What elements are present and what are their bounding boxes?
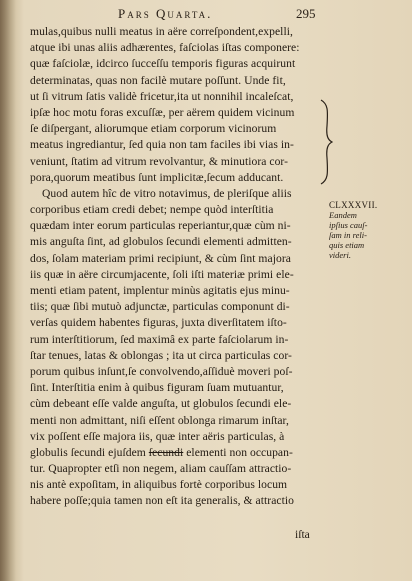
text-line: ſe diſpergant, aliorumque etiam corporum vicinorum <box>30 122 277 136</box>
paragraph-start-line: Quod autem hîc de vitro notavimus, de pleriſque aliis <box>42 186 292 200</box>
text-line: atque ibi unas aliis adhærentes, faſciolas iſtas componere: <box>30 41 300 55</box>
text-line: iis quæ in aëre circumjacente, ſoli iſti materiæ primi ele- <box>30 267 294 281</box>
text-line: tiis; quæ ſibi mutuò adjunctæ, particulas componunt di- <box>30 300 290 314</box>
marginal-note-line: quis etiam <box>329 240 365 250</box>
text-line: ipſæ hoc motu foras excuſſæ, per aërem quidem vicinum <box>30 105 295 119</box>
text-line: pora,quorum meatibus ſunt implicitæ,ſecum adducant. <box>30 170 284 184</box>
text-line: determinatas, quas non facilè mutare poſſunt. Unde fit, <box>30 73 286 87</box>
text-line: ſtar tenues, latas & oblongas ; ita ut circa particulas cor- <box>30 348 292 362</box>
text-line: vix poſſent eſſe majora iis, quæ inter aëris particulas, à <box>30 429 285 443</box>
text-line: quæ faſciolæ, idcirco ſucceſſu temporis figuras acquirunt <box>30 57 296 71</box>
text-line: menti etiam patent, implentur minùs agitatis ejus minu- <box>30 284 290 297</box>
catchword: iſta <box>295 528 310 541</box>
text-line: veniunt, ſtatim ad vitrum revolvantur, & minutiora cor- <box>30 154 289 168</box>
text-line: corporibus etiam credi debet; nempe quòd interſtitia <box>30 203 274 217</box>
text-line: mulas,quibus nulli meatus in aëre correſpondent,expelli, <box>30 25 293 38</box>
text-line: mis anguſta ſint, ad globulos ſecundi elementi admitten- <box>30 235 292 249</box>
text-line: nis antè expoſitam, in aliquibus fortè corporibus locum <box>30 478 288 492</box>
marginal-note-line: ſam in reli- <box>329 230 367 240</box>
text-line: rum interſtitiorum, ſed maximâ ex parte faſciolarum in- <box>30 332 289 346</box>
text-line: habere poſſe;quia tamen non eſt ita generalis, & attractio <box>30 494 294 508</box>
marginal-note-line: Eandem <box>329 210 357 220</box>
running-head: Pars Quarta. <box>118 6 213 21</box>
text-line: menti non admittant, niſi eſſent oblonga rimarum inſtar, <box>30 413 289 427</box>
text-line: meatus ingrediantur, ſed quia non tam faciles ibi vias in- <box>30 138 294 152</box>
marginal-note-number: CLXXXVII. <box>329 200 378 210</box>
text-line: tur. Quapropter etſi non negem, aliam cauſſam attractio- <box>30 462 292 476</box>
marginal-note <box>329 200 409 260</box>
text-segment: globulis ſecundi ejuſdem <box>30 445 146 459</box>
text-line: porum quibus inſunt,ſe convolvendo,aſſiduè moveri poſ- <box>30 364 293 378</box>
text-line-with-strikethrough <box>30 445 322 461</box>
gutter-shadow <box>0 0 16 581</box>
page-header <box>0 2 412 26</box>
text-line: ut ſi vitrum ſatis validè fricetur,ita ut nonnihil incaleſcat, <box>30 89 294 103</box>
body-text <box>30 24 322 510</box>
text-line: cùm debeant eſſe valde anguſta, ut globulos ſecundi ele- <box>30 397 292 411</box>
handwritten-bracket <box>319 98 333 186</box>
marginal-note-line: ipſius cauſ- <box>329 220 368 230</box>
text-segment: elementi non occupan- <box>186 445 293 459</box>
page-number: 295 <box>296 6 316 21</box>
text-line: quædam inter eorum particulas reperiantur,quæ cùm ni- <box>30 219 291 233</box>
text-line: ſint. Interſtitia enim à quibus figuram ſuam mutuantur, <box>30 381 284 395</box>
marginal-note-line: videri. <box>329 250 351 260</box>
text-line: dos, ſolam materiam primi recipiunt, & cùm ſint majora <box>30 251 291 265</box>
text-line: verſas quidem habentes figuras, juxta diverſitatem iſto- <box>30 316 287 330</box>
struck-word: ſecundi <box>148 445 184 459</box>
